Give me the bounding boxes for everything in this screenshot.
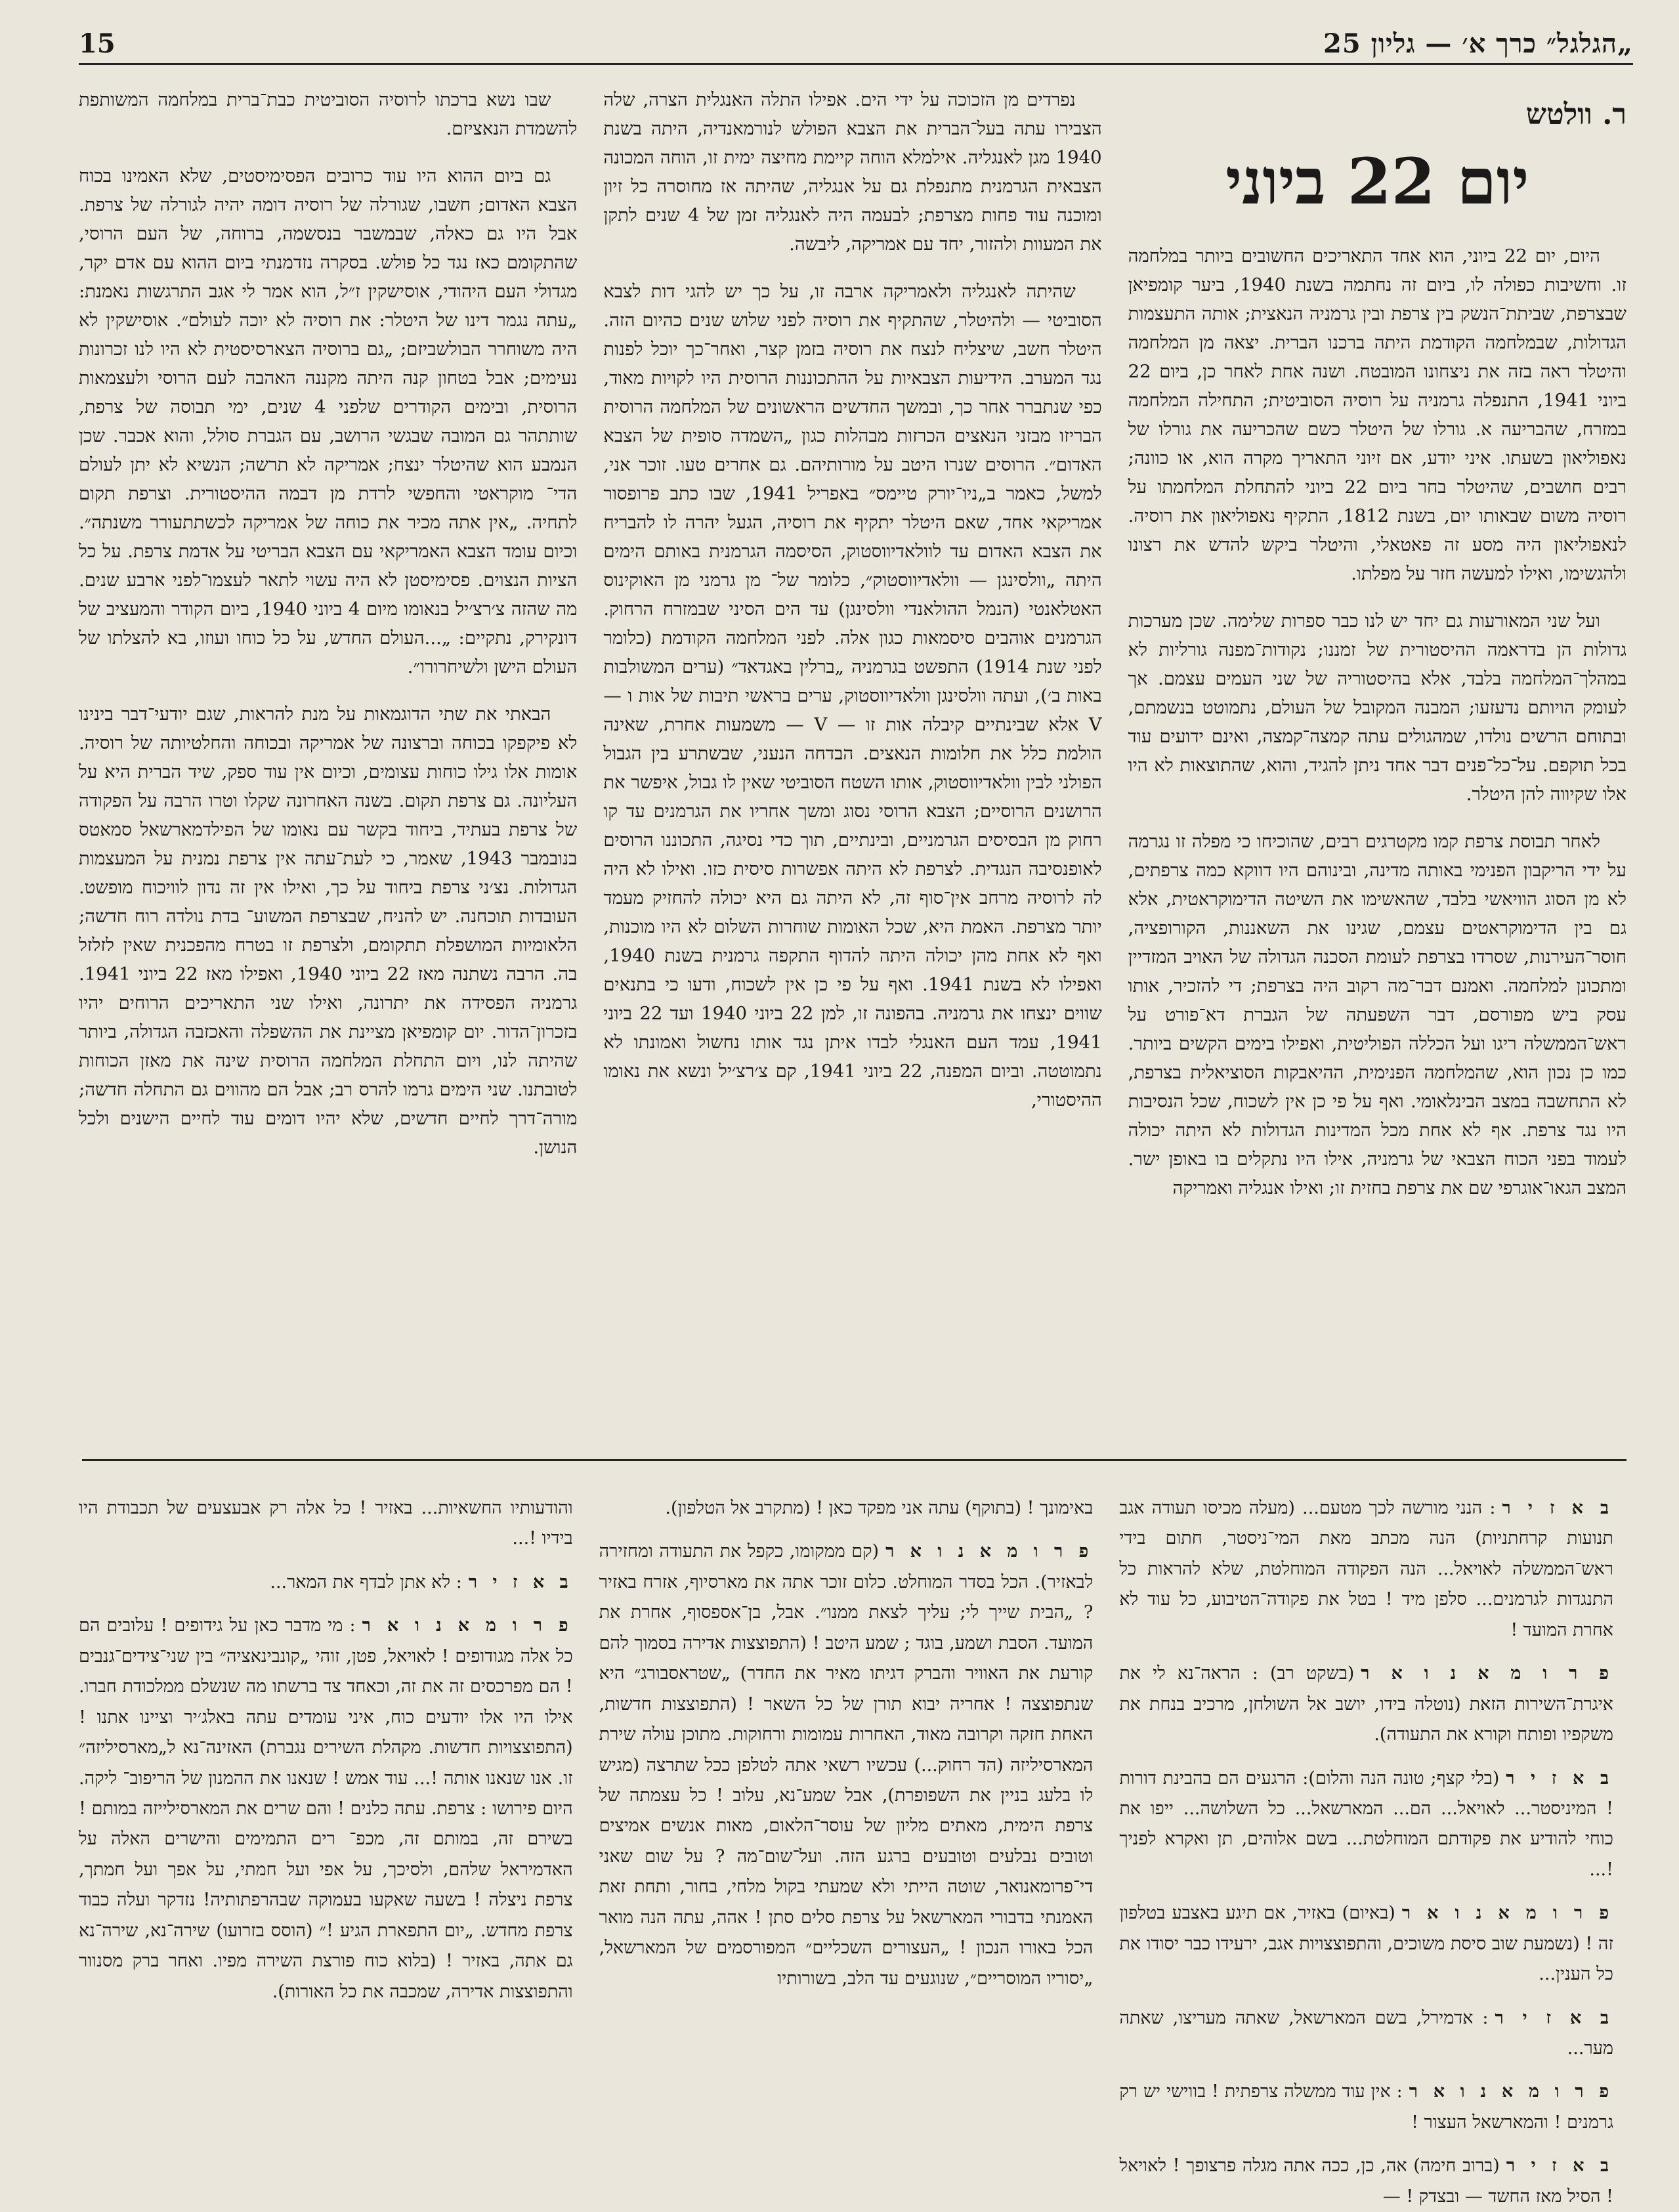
speaker-name: פ ר ו מ א נ ו א ר — [1401, 1903, 1614, 1924]
dialogue-text: (בשקט רב) : הראה־נא לי את איגרת־השירות הזאת (נוטלה בידו, יושב אל השולחן, מרכיב בנחת את משקפיו ופותח וקורא את התעודה). — [1119, 1663, 1613, 1745]
dialogue-line — [79, 1611, 573, 2007]
dialogue-text: (קם ממקומו, כקפל את התעודה ומחזירה לבאזיר). הכל בסדר המוחלט. כלום זוכר אתה את מארסיוף, אזרח באזיר ? „הבית שייך לי; עליך לצאת ממנו״. אבל, בן־אספסוף, אחרת את המועד. הסבת ושמע, בוגד ; שמע היטב ! (התפוצצות אדירה בסמוך להם קורעת את האוויר והברק דגיתו מאיר את החדר) „שטראסבורג״ היא שנתפוצצה ! אחריה יבוא תורן של כל השאר ! (התפוצצות חדשות, האחת חזקה וקרובה מאוד, האחרות עמומות ורחוקות. מתוכן עולה שירת המארסיליזה (הד רחוק...) עכשיו רשאי אתה לטלפן ככל שתרצה (מגיש לו בלעג בניין את השפופרת), אבל שמע־נא, עלוב ! כל עצמתה של צרפת הימית, מאתים מליון של עוסר־הלאום, מאות אנשים אמיצים וטובים נבלעים וטובעים ברגע הזה. ועל־שום־מה ? על שום שאני די־פרומאנואר, שוטה הייתי ולא שמעתי בקול מלחי, בחור, ותחת זאת האמנתי בדבורי המארשאל על צרפת סלים סתן ! אהה, עתה הנה מואר הכל באורו הנכון ! „העצורים השכליים״ המפורסמים של המארשאל, „יסוריו המוסריים״, שנוגעים עד הלב, בשורותיו — [599, 1541, 1094, 1989]
speaker-name: פ ר ו מ א נ ו א ר — [1409, 2081, 1614, 2102]
dialogue-line — [1119, 2151, 1613, 2212]
speaker-name: ב א ז י ר — [1495, 2007, 1613, 2028]
dialogue-line — [599, 1493, 1094, 1523]
article-section — [79, 85, 1626, 1437]
paragraph: שהיתה לאנגליה ולאמריקה ארבה זו, על כך יש להגי דות לצבא הסוביטי — ולהיטלר, שהתקיף את רוסיה לפני שלוש שנים כהיום הזה. היטלר חשב, שיצליח לנצח את רוסיה בזמן קצר, ואחר־כך יוכל לפנות נגד המערב. הידיעות הצבאיות על ההתכוננות הרוסית היו לקויות מאוד, כפי שנתברר אחר כך, ובמשך החדשים הראשונים של המלחמה הרוסית הבריזו מבזני הנאצים הכרזות מבהלות כגון „השמדה סופית של הצבא האדום״. הרוסים שנרו היטב על מורותיהם. גם אחרים טעו. זוכר אני, למשל, כאמר ב„ניו־יורק טיימס״ באפריל 1941, שבו כתב פרופסור אמריקאי אחד, שאם היטלר יתקיף את רוסיה, הגעל יהרה לו להבריח את הצבא האדום עד לוולאדיווסטוק, הסיסמה הגרמנית באותם הימים היתה „וולסינגן — וולאדיווסטוק״, כלומר של־ מן גרמני מן האוקינוס האטלאנטי (הנמל ההולאנדי וולסינגן) עד הים הסיני שבמזרח הרחוק. הגרמנים אוהבים סיסמאות כגון אלה. לפני המלחמה הקודמת (כלומר לפני שנת 1914) התפשט בגרמניה „ברלין באגדאד״ (ערים המשולבות באות ב׳), ועתה וולסינגן וולאדיווסטוק, ערים בראשי תיבות של אות ו — V אלא שבינתיים קיבלה אות זו — V — משמעות אחרת, שאינה הולמת כלל את חלומות הנאצים. הבדחה הנעני, שבשתרע בין הגבול הפולני לבין וולאדיווסטוק, אותו השטח הסוביטי שאין לו גבול, איפשר את הרושנים הרוסיים; הצבא הרוסי נסוג ומשך אחריו את הגרמנים עד קו רחוק מן הבסיסים הגרמניים, ובינתיים, תוך כדי נסיגה, התכוננו הרוסים לאופנסיבה הנגדית. לצרפת לא היתה אפשרות סיסית כזו. ואילו לא היה לה לרוסיה מרחב אין־סוף זה, לא היתה גם היא יכולה להחזיק מעמד יותר מצרפת. האמת היא, שכל האומות שוחרות השלום לא היו מוכנות, ואף לא אחת מהן יכולה היתה להדוף התקפה גרמנית בשנת 1940, ואפילו לא בשנת 1941. ואף על פי כן אין לשכוח, ודעו כי בתנאים שווים ינצחו את גרמניה. בהפונה זו, למן 22 ביוני 1940 ועד 22 ביוני 1941, עמד העם האנגלי לבדו איתן נגד אותו נחשול ואמונתו לא נתמוטטה. וביום המפנה, 22 ביוני 1941, קם צ׳רצ׳יל ונשא את נאומו ההיסטורי, — [603, 281, 1102, 1111]
dialogue-text: : מי מדבר כאן על גידופים ! עלובים הם כל אלה מגודופים ! לאויאל, פטן, זוהי „קונבינאציה״ בין שני־צידים־גנבים ! הם מפרכסים זה את זה, וכאחד צד ברשתו מה שנשלם ממלכודת חברו. אילו היו אלו יודעים כוח, איני עומדים עתה באלג׳יר וציינו אתנו ! (התפוצצויות חדשות. מקהלת השירים נגברת) האזינה־נא ל„מארסיליזה״ זו. אנו שנאנו אותה !... עוד אמש ! שנאנו את ההמנון של הריפוב־ ליקה. היום פירושו : צרפת. עתה כלנים ! והם שרים את המארסילייזה במותם ! בשירם זה, במותם זה, מכפ־ רים התמימים והישרים האלה על האדמיראל שלהם, ולסיכך, על אפי ועל חמתי, על אפך ועל חמתך, צרפת ניצלה ! בשעה שאקעו בעמוקה שבהרפתותיה! נזדקר ועלה כבוד צרפת מחדש. „יום התפארת הגיע !״ (הוסס בזרועו) שירה־נא, שירה־נא גם אתה, באזיר ! (בלוא כוח פורצת השירה מפיו. ואחר ברק מסנוור והתפוצצות אדירה, שמכבה את כל האורות). — [78, 1615, 573, 2002]
section-divider — [82, 1459, 1626, 1461]
play-column-1 — [1119, 1493, 1614, 2207]
dialogue-text: (ברוב חימה) אה, כן, ככה אתה מגלה פרצופך ! לאויאל ! הסיל מאז החשד — ובצדק ! — — [1119, 2156, 1613, 2207]
speaker-name: ב א ז י ר — [1506, 2156, 1613, 2177]
dialogue-line — [1119, 1659, 1613, 1750]
speaker-name: פ ר ו מ א נ ו א ר — [362, 1615, 573, 1636]
dialogue-line — [1119, 1898, 1613, 1989]
speaker-name: פ ר ו מ א נ ו א ר — [885, 1541, 1094, 1562]
dialogue-line — [1119, 2077, 1613, 2138]
paragraph: היום, יום 22 ביוני, הוא אחד התאריכים החשובים ביותר במלחמה זו. וחשיבות כפולה לו, ביום זה נחתמה בשנת 1940, ביער קומפיאן שבצרפת, שביתת־הנשק בין צרפת ובין גרמניה הנאצית; אותה התעצמות הגדולות, שבמלחמה הקודמת היתה ברכנו הברית. יצאה מן המלחמה והיטלר ראה בזה את ניצחונו המובטח. ושנה אחת לאחר כן, ביום 22 ביוני 1941, התנפלה גרמניה על רוסיה הסוביטית; התחילה המלחמה במזרח, שהבריעה א. גורלו של היטלר כשם שהכריעה את גורלו של נאפוליאון בשעתו. איני יודע, אם זיוני התאריך מקרה הוא, או כוונה; רבים חושבים, שהיטלר בחר ביום 22 ביוני להתחלת המלחמתו על רוסיה משום שבאותו יום, בשנת 1812, התקיף נאפוליאון את רוסיה. לנאפוליאון היה מסע זה פאטאלי, והיטלר ביקש להדש את רצונו ולהגשימו, ואילו למעשה חזר על מפלתו. — [1128, 245, 1626, 584]
byline: ר. וולטש — [1525, 98, 1626, 131]
dialogue-line — [79, 1493, 573, 1554]
dialogue-text: (בלי קצף; טונה הנה והלום): הרגעים הם בהבינת דורות ! המיניסטר... לאויאל... הם... המארשאל... כל השלושה... ייפו את כוחי להודיע את פקודתם המוחלטת... בשם אלוהים, תן ואקרא לפניך !... — [1119, 1768, 1613, 1880]
speaker-name: פ ר ו מ א נ ו א ר — [1361, 1663, 1613, 1684]
dialogue-line — [1119, 1493, 1613, 1646]
dialogue-text: : הנני מורשה לכך מטעם... (מעלה מכיסו תעודה אגב תנועות קרחתניות) הנה מכתב מאת המי־ניסטר, חתום בידי ראש־הממשלה לאויאל... הנה הפקודה המוחלטת, שלא להראות כל התנגדות לגרמנים... סלפן מיד ! בטל את פקודה־הטיבוע, כל עוד לא אחרת המועד ! — [1119, 1498, 1613, 1640]
article-column-1 — [1128, 85, 1626, 1437]
play-column-3 — [79, 1493, 573, 2163]
play-column-2 — [599, 1493, 1094, 2163]
article-column-3 — [79, 85, 577, 1437]
article-column-2 — [603, 85, 1101, 1437]
dialogue-text: והודעותיו החשאיות... באזיר ! כל אלה רק אבעצעים של תכבודת היו בידיו !... — [78, 1498, 573, 1549]
running-head — [79, 20, 1633, 65]
paragraph: ועל שני המאורעות גם יחד יש לנו כבר ספרות שלימה. שכן מערכות גדולות הן בדראמה ההיסטורית של זמננו; נקודות־מפנה גורליות לא במהלך־המלחמה בלבד, אלא בהיסטוריה של שני העמים עצמם. אך לעומק הויותם נדעזעו; המבנה המקובל של העולם, נתמוטט בנשמתם, ובתוחם הרשים נולדו, שמהגולים עתה קמצה־קמצה, ואינם ידועים עוד בכל תוקפם. על־כל־פנים דבר אחד ניתן להגיד, והוא, שהתוצאות לא היו אלו שקיווה להן היטלר. — [1128, 610, 1626, 805]
page-number: 15 — [79, 28, 116, 59]
speaker-name: ב א ז י ר — [1506, 1768, 1613, 1789]
paragraph: גם ביום ההוא היו עוד כרובים הפסימיסטים, שלא האמינו בכוח הצבא האדום; חשבו, שגורלה של רוסיה דומה יהיה לגורלה של צרפת. אבל היו גם כאלה, שבמשבר בנסשמה, ברוחה, של העם הרוסי, שהתקומם כאז נגד כל פולש. בסקרה נזדמנתי ביום ההוא עם אדם יקר, מגדולי העם היהודי, אוסישקין ז״ל, הוא אמר לי אגב התרגשות נאמנת: „עתה נגמר דינו של היטלר: את רוסיה לא יוכה לעולם״. אוסישקין לא היה משוחרר הבולשביזם; „גם ברוסיה הצארסיסטית לא היו לנו זכרונות נעימים; אבל בטחון קנה היתה מקננה האהבה לעם הרוסי ולעצמאות הרוסית, ובימים הקודרים שלפני 4 שנים, ימי תבוסה של צרפת, שותתהר גם המובה שבגשי הרושב, עם הגברת סולל, והוא אכבר. שכן הנמבע הוא שהיטלר ינצח; אמריקה לא תרשה; הנשיא לא יתן לעולם הדי־ מוקראטי והחפשי לרדת מן דבמה ההיסטורית. וצרפת תקום לתחיה. „אין אתה מכיר את כוחה של אמריקה לכשתתעורר משנתה״. וכיום עומד הצבא האמריקאי עם הצבא הבריטי על אדמת צרפת. על כל הציות הנצוים. פסימיסטן לא היה עשוי לתאר לעצמו־לפני ארבע שנים. מה שהזה צ׳רצ׳יל בנאומו מיום 4 ביוני 1940, ביום הקודר והמעציב של דונקירק, נתקיים: „...העולם החדש, על כל כוחו ועוזו, בא להצלתו של העולם הישן ולשיחרורו״. — [79, 165, 578, 677]
dialogue-line — [1119, 2003, 1613, 2064]
paragraph: הבאתי את שתי הדוגמאות על מנת להראות, שגם יודעי־דבר בינינו לא פיקפקו בכוחה וברצונה של אמריקה ובכוחה והחלטיותה של רוסיה. אומות אלו גילו כוחות עצומים, וכיום אין עוד ספק, שיד הברית היא על העליונה. גם צרפת תקום. בשנה האחרונה שקלו וטרו הרבה על הפקודה של צרפת בעתיד, ביחוד בקשר עם נאומו של הפילדמארשאל סמאטס בנובמבר 1943, שאמר, כי לעת־עתה אין צרפת נמנית על המעצמות הגדולות. נצ׳ני צרפת ביחוד על כך, ואילו אין זה נדון לוויכוח מופשט. העובדות תוכחנה. יש להניח, שבצרפת המשוע־ בדת נולדה רוח חדשה; הלאומיות המושפלת תתקומם, ולצרפת זו בטרח מהפכנית שאין לזלזל בה. הרבה נשתנה מאז 22 ביוני 1940, ואפילו מאז 22 ביוני 1941. גרמניה הפסידה את יתרונה, ואילו שני התאריכים הרוחים יהיו בזכרון־הדור. יום קומפיאן מציינת את ההשפלה והאכזבה הגדולה, ביותר שהיתה לנו, ויום התחלת המלחמה הרוסית שינה את מאזן הכוחות לטובתנו. שני הימים גרמו להרס רב; אבל הם מהווים גם התחלה חדשה; מורה־דרך לחיים חדשים, שלא יהיו דומים עוד לחיים הישנים ולכל הנושן. — [79, 704, 578, 1158]
dialogue-line — [1119, 1764, 1613, 1886]
headline: יום 22 ביוני — [1225, 144, 1529, 219]
dialogue-line — [79, 1567, 573, 1598]
dialogue-text: : אין עוד ממשלה צרפתית ! בווישי יש רק גרמנים ! והמארשאל העצור ! — [1119, 2081, 1613, 2133]
dialogue-text: באימונך ! (בתוקף) עתה אני מפקד כאן ! (מתקרב אל הטלפון). — [665, 1498, 1094, 1518]
dialogue-text: : לא אתן לבדף את המאר... — [270, 1571, 462, 1592]
dialogue-line — [599, 1537, 1094, 1994]
dialogue-text: (באיום) באזיר, אם תיגע באצבע בטלפון זה ! (נשמעת שוב סיסת משוכים, והתפוצצויות אגב, ירעידו כבר יסודו את כל הענין... — [1119, 1903, 1613, 1985]
speaker-name: ב א ז י ר — [1502, 1498, 1613, 1518]
play-section — [78, 1493, 1614, 2207]
dialogue-text: : אדמירל, בשם המארשאל, שאתה מעריצו, שאתה מער... — [1119, 2007, 1613, 2058]
paragraph: לאחר תבוסת צרפת קמו מקטרגים רבים, שהוכיחו כי מפלה זו נגרמה על ידי הריקבון הפנימי באותה מדינה, ובינוהם היו דווקא כמה צרפתים, לא מן הסוג הוויאשי בלבד, שהאשימו את השיטה הדימוקראטית, אלא גם בין הדימוקראטים עצמם, שגינו את השאננות, הקורופציה, חוסר־העירנות, שסרדו בצרפת לעומת הסכנה הגדולה של האויב המזדיין ומתכונן למלחמה. ואמנם דבר־מה רקוב היה בצרפת; די להזכיר, אותו עסק ביש מפורסם, דבר השפעתה של הגברת דא־פורט על ראש־הממשלה ריגו ועל הכללה הפוליטית, ואפילו בימים הקשים ביותר. כמו כן נכון הוא, שהמלחמה הפנימית, ההיאבקות הסוציאלית בצרפת, לא התחשבה במצב הבינלאומי. ואף על פי כן אין לשכוח, שכל הנסיבות היו נגד צרפת. אף לא אחת מכל המדינות הגדולות לא היתה יכולה לעמוד בפני הכוח הצבאי של גרמניה, אילו היו נתקלים בו באופן ישר. המצב הגאו־אוגרפי שם את צרפת בחזית זו; ואילו אנגליה ואמריקה — [1128, 830, 1626, 1199]
running-title: „הגלגל״ כרך א׳ — גליון 25 — [1323, 28, 1633, 59]
paragraph: נפרדים מן הזכוכה על ידי הים. אפילו התלה האנגלית הצרה, שלה הצבירו עתה בעל־הברית את הצבא הפולש לנורמאנדיה, היתה בשנת 1940 מגן לאנגליה. אילמלא הוחה קיימת מחיצה ימית זו, הוחה המכונה הצבאית הגרמנית מתנפלת גם על אנגליה, שהיתה אז מחוסרה כל זיון ומוכנה עוד פחות מצרפת; לבעמה היה לאנגליה זמן של 4 שנים לתקן את המעוות ולהזור, יחד עם אמריקה, ליבשה. — [603, 89, 1102, 255]
paragraph: שבו נשא ברכתו לרוסיה הסוביטית כבת־ברית במלחמה המשותפת להשמדת הנאציזם. — [79, 89, 578, 139]
speaker-name: ב א ז י ר — [468, 1571, 573, 1592]
